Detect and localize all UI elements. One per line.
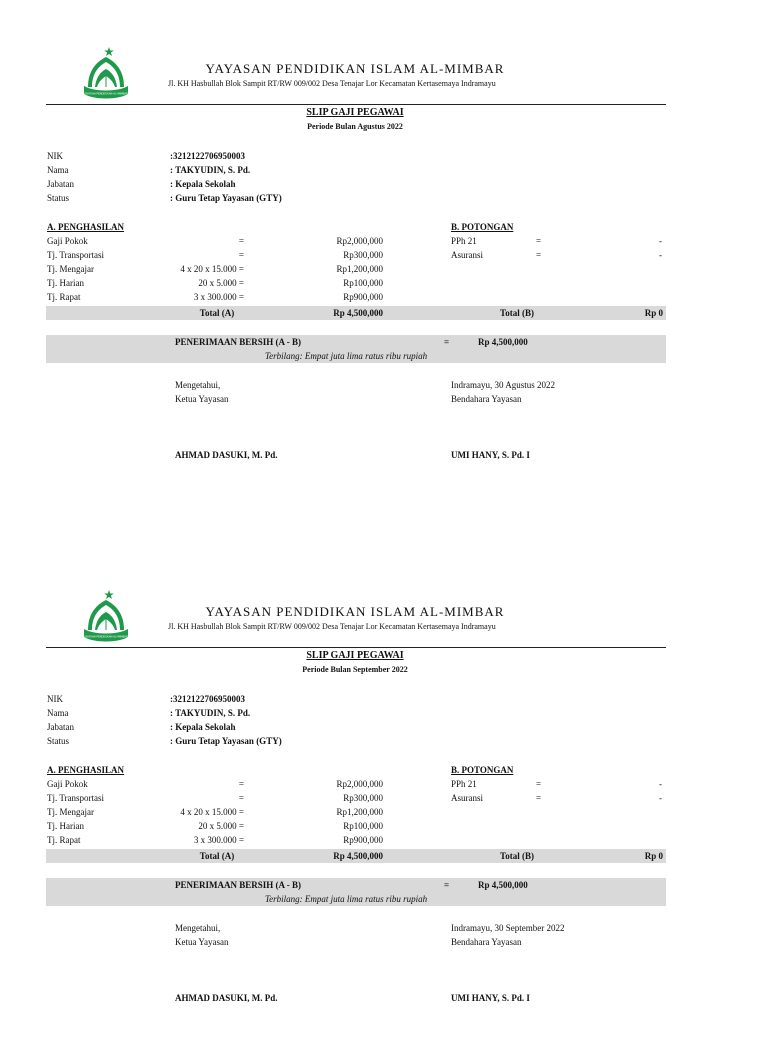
deduction-row-amount: - (659, 250, 662, 260)
logo-ribbon-text: YAYASAN PENDIDIKAN AL-MIMBAR (84, 92, 128, 96)
deduction-row-eq: = (536, 779, 542, 789)
mosque-dome-star-icon (82, 588, 130, 644)
income-row-calc: 20 x 5.000 = (198, 278, 244, 288)
nama-label: Nama (47, 165, 69, 175)
income-row-label: Tj. Harian (47, 821, 84, 831)
nama-value: : TAKYUDIN, S. Pd. (170, 165, 251, 175)
income-row-label: Tj. Mengajar (47, 264, 94, 274)
income-row-calc: = (238, 793, 244, 803)
net-pay-label: PENERIMAAN BERSIH (A - B) (175, 880, 302, 890)
net-pay-spelled: Terbilang: Empat juta lima ratus ribu rupiah (265, 894, 428, 904)
mosque-dome-star-icon (82, 45, 130, 101)
income-row-amount: Rp1,200,000 (336, 264, 383, 274)
sign-right-line1: Indramayu, 30 September 2022 (451, 923, 565, 933)
jabatan-label: Jabatan (47, 722, 74, 732)
status-value: : Guru Tetap Yayasan (GTY) (170, 736, 282, 746)
income-row-amount: Rp1,200,000 (336, 807, 383, 817)
net-pay-label: PENERIMAAN BERSIH (A - B) (175, 337, 302, 347)
income-row-calc: 20 x 5.000 = (198, 821, 244, 831)
org-name: YAYASAN PENDIDIKAN ISLAM AL-MIMBAR (205, 61, 505, 76)
income-total-amount: Rp 4,500,000 (333, 308, 383, 318)
jabatan-label: Jabatan (47, 179, 74, 189)
deduction-row-amount: - (659, 779, 662, 789)
sign-right-line1: Indramayu, 30 Agustus 2022 (451, 380, 555, 390)
income-row-label: Tj. Mengajar (47, 807, 94, 817)
deduction-row-label: Asuransi (451, 793, 483, 803)
salary-slip-september (0, 543, 768, 1043)
org-name: YAYASAN PENDIDIKAN ISLAM AL-MIMBAR (205, 604, 505, 619)
slip-period: Periode Bulan September 2022 (302, 665, 408, 674)
salary-slip-august (0, 0, 768, 500)
deduction-row-label: Asuransi (451, 250, 483, 260)
status-value: : Guru Tetap Yayasan (GTY) (170, 193, 282, 203)
deduction-total-amount: Rp 0 (644, 308, 663, 318)
sign-left-name: AHMAD DASUKI, M. Pd. (175, 450, 278, 460)
logo-ribbon-text: YAYASAN PENDIDIKAN AL-MIMBAR (84, 635, 128, 639)
net-pay-eq: = (444, 337, 450, 347)
income-row-amount: Rp2,000,000 (336, 779, 383, 789)
slip-title: SLIP GAJI PEGAWAI (306, 107, 404, 118)
income-row-calc: 3 x 300.000 = (193, 292, 244, 302)
income-total-amount: Rp 4,500,000 (333, 851, 383, 861)
income-row-calc: 4 x 20 x 15.000 = (180, 264, 244, 274)
sign-right-line2: Bendahara Yayasan (451, 394, 522, 404)
income-row-amount: Rp2,000,000 (336, 236, 383, 246)
header-divider (46, 647, 666, 648)
nik-label: NIK (47, 151, 63, 161)
jabatan-value: : Kepala Sekolah (170, 179, 236, 189)
nik-value: :3212122706950003 (170, 151, 245, 161)
income-row-label: Tj. Transportasi (47, 793, 105, 803)
org-address: Jl. KH Hasbullah Blok Sampit RT/RW 009/002 Desa Tenajar Lor Kecamatan Kertasemaya Indramayu (168, 622, 496, 631)
deduction-row-eq: = (536, 236, 542, 246)
income-row-label: Tj. Harian (47, 278, 84, 288)
deduction-heading: B. POTONGAN (451, 222, 514, 232)
jabatan-value: : Kepala Sekolah (170, 722, 236, 732)
deduction-row-label: PPh 21 (451, 236, 477, 246)
income-row-label: Tj. Rapat (47, 835, 81, 845)
income-row-calc: = (238, 779, 244, 789)
slip-title: SLIP GAJI PEGAWAI (306, 650, 404, 661)
income-row-calc: 3 x 300.000 = (193, 835, 244, 845)
income-heading: A. PENGHASILAN (47, 222, 125, 232)
sign-right-name: UMI HANY, S. Pd. I (451, 993, 530, 1003)
income-row-amount: Rp900,000 (343, 292, 383, 302)
income-row-amount: Rp300,000 (343, 793, 383, 803)
sign-right-line2: Bendahara Yayasan (451, 937, 522, 947)
status-label: Status (47, 736, 70, 746)
income-row-amount: Rp300,000 (343, 250, 383, 260)
income-total-label: Total (A) (199, 308, 235, 318)
deduction-row-eq: = (536, 793, 542, 803)
income-row-calc: 4 x 20 x 15.000 = (180, 807, 244, 817)
deduction-total-amount: Rp 0 (644, 851, 663, 861)
org-address: Jl. KH Hasbullah Blok Sampit RT/RW 009/002 Desa Tenajar Lor Kecamatan Kertasemaya Indramayu (168, 79, 496, 88)
sign-left-name: AHMAD DASUKI, M. Pd. (175, 993, 278, 1003)
income-row-amount: Rp100,000 (343, 278, 383, 288)
status-label: Status (47, 193, 70, 203)
sign-left-line1: Mengetahui, (175, 380, 221, 390)
deduction-row-amount: - (659, 793, 662, 803)
income-total-label: Total (A) (199, 851, 235, 861)
income-row-calc: = (238, 250, 244, 260)
slip-period: Periode Bulan Agustus 2022 (307, 122, 403, 131)
income-row-amount: Rp900,000 (343, 835, 383, 845)
net-pay-amount: Rp 4,500,000 (478, 880, 528, 890)
sign-right-name: UMI HANY, S. Pd. I (451, 450, 530, 460)
net-pay-eq: = (444, 880, 450, 890)
deduction-row-amount: - (659, 236, 662, 246)
nama-value: : TAKYUDIN, S. Pd. (170, 708, 251, 718)
income-row-calc: = (238, 236, 244, 246)
net-pay-spelled: Terbilang: Empat juta lima ratus ribu rupiah (265, 351, 428, 361)
income-row-label: Gaji Pokok (47, 779, 88, 789)
deduction-row-eq: = (536, 250, 542, 260)
nik-value: :3212122706950003 (170, 694, 245, 704)
deduction-heading: B. POTONGAN (451, 765, 514, 775)
deduction-row-label: PPh 21 (451, 779, 477, 789)
income-row-amount: Rp100,000 (343, 821, 383, 831)
income-row-label: Tj. Transportasi (47, 250, 105, 260)
sign-left-line2: Ketua Yayasan (175, 937, 229, 947)
income-heading: A. PENGHASILAN (47, 765, 125, 775)
sign-left-line2: Ketua Yayasan (175, 394, 229, 404)
income-row-label: Tj. Rapat (47, 292, 81, 302)
header-divider (46, 104, 666, 105)
nama-label: Nama (47, 708, 69, 718)
nik-label: NIK (47, 694, 63, 704)
sign-left-line1: Mengetahui, (175, 923, 221, 933)
income-row-label: Gaji Pokok (47, 236, 88, 246)
deduction-total-label: Total (B) (500, 308, 534, 318)
deduction-total-label: Total (B) (500, 851, 534, 861)
net-pay-amount: Rp 4,500,000 (478, 337, 528, 347)
